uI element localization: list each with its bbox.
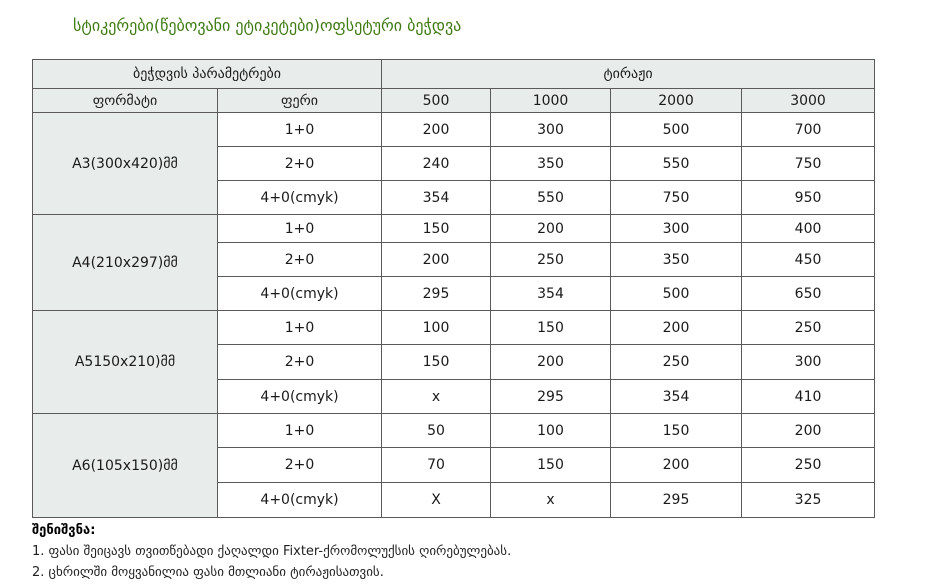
price-cell: 650 — [742, 277, 875, 311]
color-header: ფერი — [218, 89, 382, 113]
price-cell: 150 — [611, 414, 742, 448]
price-cell: 450 — [742, 243, 875, 277]
price-cell: 400 — [742, 215, 875, 243]
table-row — [33, 215, 875, 243]
price-cell: 150 — [491, 448, 611, 483]
price-cell: 295 — [611, 483, 742, 518]
note-item: 1. ფასი შეიცავს თვითწებადი ქაღალდი Fixter-ქრომოლუქსის ღირებულებას. — [32, 544, 512, 559]
color-cell: 2+0 — [218, 243, 382, 277]
price-cell: 354 — [491, 277, 611, 311]
price-cell: 200 — [382, 113, 491, 147]
price-cell: 200 — [611, 448, 742, 483]
print-params-header: ბეჭდვის პარამეტრები — [33, 60, 382, 89]
price-cell: 250 — [742, 311, 875, 345]
page-title: სტიკერები(წებოვანი ეტიკეტები)ოფსეტური ბეჭდვა — [73, 16, 462, 35]
color-cell: 2+0 — [218, 448, 382, 483]
color-cell: 2+0 — [218, 345, 382, 380]
format-header: ფორმატი — [33, 89, 218, 113]
price-cell: 950 — [742, 181, 875, 215]
price-cell: 240 — [382, 147, 491, 181]
price-cell: 350 — [491, 147, 611, 181]
price-cell: 500 — [611, 113, 742, 147]
price-cell: x — [491, 483, 611, 518]
price-cell: 300 — [611, 215, 742, 243]
price-cell: 750 — [742, 147, 875, 181]
color-cell: 4+0(cmyk) — [218, 483, 382, 518]
price-cell: 550 — [611, 147, 742, 181]
quantity-header: 3000 — [742, 89, 875, 113]
price-cell: 150 — [491, 311, 611, 345]
price-cell: 295 — [382, 277, 491, 311]
notes — [32, 520, 511, 583]
price-cell: 70 — [382, 448, 491, 483]
note-item: 2. ცხრილში მოყვანილია ფასი მთლიანი ტირაჟისათვის. — [32, 565, 384, 580]
price-cell: 750 — [611, 181, 742, 215]
table-row — [33, 414, 875, 448]
format-cell: A6(105x150)მმ — [33, 414, 218, 518]
price-cell: x — [382, 380, 491, 414]
price-cell: 300 — [742, 345, 875, 380]
quantity-header: 1000 — [491, 89, 611, 113]
price-cell: 200 — [382, 243, 491, 277]
color-cell: 4+0(cmyk) — [218, 380, 382, 414]
price-cell: 354 — [611, 380, 742, 414]
quantity-header: 2000 — [611, 89, 742, 113]
format-cell: A5150x210)მმ — [33, 311, 218, 414]
price-cell: 250 — [491, 243, 611, 277]
tirage-header: ტირაჟი — [382, 60, 875, 89]
table-row — [33, 311, 875, 345]
color-cell: 4+0(cmyk) — [218, 181, 382, 215]
quantity-header: 500 — [382, 89, 491, 113]
price-cell: 50 — [382, 414, 491, 448]
price-cell: 200 — [742, 414, 875, 448]
color-cell: 1+0 — [218, 113, 382, 147]
price-cell: 200 — [491, 345, 611, 380]
price-cell: 100 — [491, 414, 611, 448]
price-cell: 700 — [742, 113, 875, 147]
price-cell: 150 — [382, 345, 491, 380]
price-cell: 295 — [491, 380, 611, 414]
color-cell: 1+0 — [218, 215, 382, 243]
price-cell: 550 — [491, 181, 611, 215]
notes-heading: შენიშვნა: — [32, 523, 96, 538]
price-cell: 150 — [382, 215, 491, 243]
price-cell: 300 — [491, 113, 611, 147]
price-cell: 410 — [742, 380, 875, 414]
color-cell: 2+0 — [218, 147, 382, 181]
price-cell: 200 — [491, 215, 611, 243]
format-cell: A3(300x420)მმ — [33, 113, 218, 215]
price-cell: 350 — [611, 243, 742, 277]
price-cell: X — [382, 483, 491, 518]
table-row — [33, 113, 875, 147]
price-cell: 500 — [611, 277, 742, 311]
price-cell: 354 — [382, 181, 491, 215]
price-table — [32, 59, 875, 518]
price-cell: 250 — [611, 345, 742, 380]
price-cell: 250 — [742, 448, 875, 483]
color-cell: 1+0 — [218, 311, 382, 345]
format-cell: A4(210x297)მმ — [33, 215, 218, 311]
price-cell: 200 — [611, 311, 742, 345]
price-cell: 325 — [742, 483, 875, 518]
color-cell: 4+0(cmyk) — [218, 277, 382, 311]
price-cell: 100 — [382, 311, 491, 345]
color-cell: 1+0 — [218, 414, 382, 448]
